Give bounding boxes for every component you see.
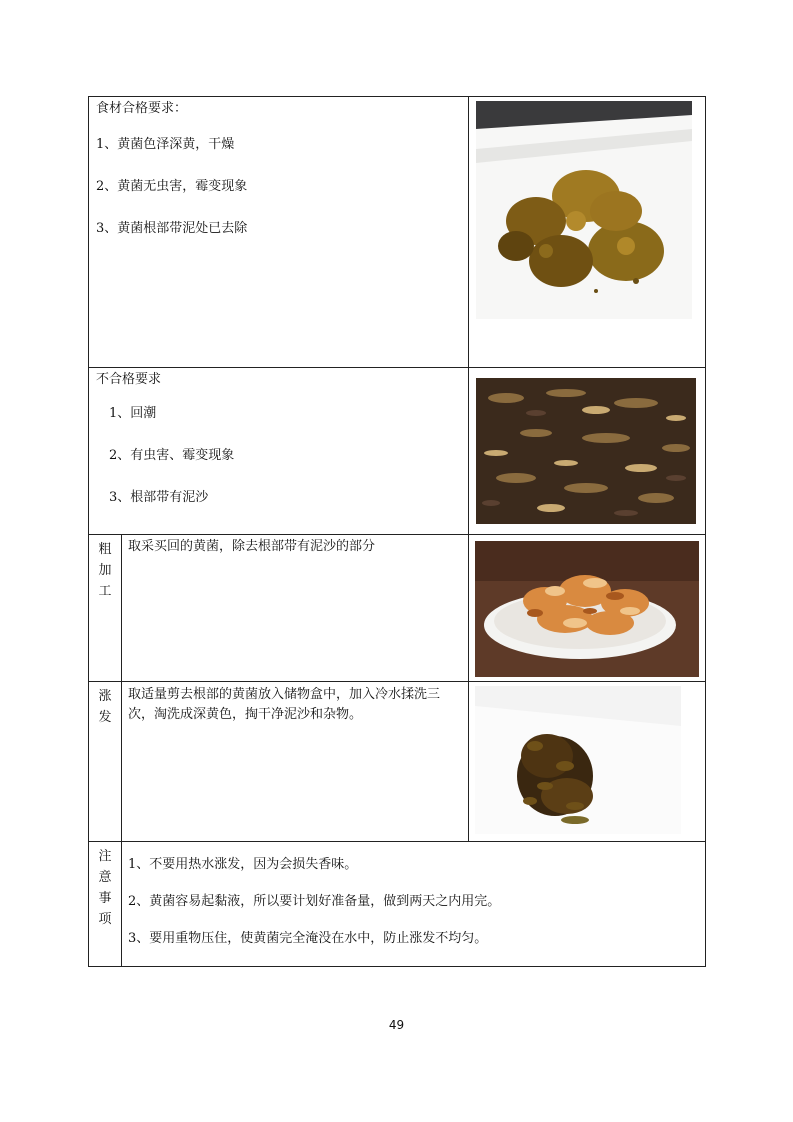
notes-label-char: 项 xyxy=(98,912,112,927)
soaking-text-line: 取适量剪去根部的黄菌放入储物盒中，加入冷水揉洗三 xyxy=(128,687,441,702)
rough-processing-label-char: 加 xyxy=(98,563,112,578)
notes-item: 3、要用重物压住，使黄菌完全淹没在水中，防止涨发不均匀。 xyxy=(128,931,488,946)
rough-processing-text-cell xyxy=(122,535,469,682)
unqualified-photo-cell xyxy=(469,368,706,535)
qualified-item: 2、黄菌无虫害，霉变现象 xyxy=(96,179,248,194)
soaking-text-cell xyxy=(122,682,469,842)
unqualified-text-cell xyxy=(89,368,469,535)
rough-processing-photo-cell xyxy=(469,535,706,682)
ingredient-spec-table xyxy=(88,96,706,967)
notes-item: 2、黄菌容易起黏液，所以要计划好准备量，做到两天之内用完。 xyxy=(128,894,501,909)
notes-row xyxy=(89,842,706,967)
rough-processing-label-char: 粗 xyxy=(98,542,112,557)
dried-yellow-mushroom-photo xyxy=(476,101,692,319)
rough-processing-text: 取采买回的黄菌，除去根部带有泥沙的部分 xyxy=(128,539,376,554)
notes-item: 1、不要用热水涨发，因为会损失香味。 xyxy=(128,857,358,872)
rough-processing-label-char: 工 xyxy=(98,584,112,599)
page-number: 49 xyxy=(388,1018,405,1032)
rough-processing-label-cell xyxy=(89,535,122,682)
notes-label-char: 意 xyxy=(98,870,112,885)
qualified-item: 1、黄菌色泽深黄，干燥 xyxy=(96,137,235,152)
notes-label-cell xyxy=(89,842,122,967)
notes-label-char: 事 xyxy=(98,891,112,906)
soaking-photo-cell xyxy=(469,682,706,842)
unqualified-row xyxy=(89,368,706,535)
unqualified-item: 2、有虫害、霉变现象 xyxy=(109,448,235,463)
unqualified-item: 1、回潮 xyxy=(109,406,157,421)
qualified-photo-cell xyxy=(469,97,706,368)
moldy-mushroom-photo xyxy=(476,378,696,524)
unqualified-item: 3、根部带有泥沙 xyxy=(109,490,209,505)
qualified-text-cell xyxy=(89,97,469,368)
trimmed-mushroom-bowl-photo xyxy=(475,541,699,677)
rough-processing-row xyxy=(89,535,706,682)
notes-text-cell xyxy=(122,842,706,967)
soaking-label-cell xyxy=(89,682,122,842)
soaking-row xyxy=(89,682,706,842)
soaking-label-char: 发 xyxy=(98,710,112,725)
soaking-text-line: 次，淘洗成深黄色，掏干净泥沙和杂物。 xyxy=(128,707,363,722)
soaked-mushroom-photo xyxy=(475,686,681,834)
qualified-item: 3、黄菌根部带泥处已去除 xyxy=(96,221,248,236)
notes-label-char: 注 xyxy=(98,849,112,864)
qualified-title: 食材合格要求： xyxy=(96,101,188,116)
qualified-row xyxy=(89,97,706,368)
soaking-label-char: 涨 xyxy=(98,689,112,704)
unqualified-title: 不合格要求 xyxy=(96,372,162,387)
